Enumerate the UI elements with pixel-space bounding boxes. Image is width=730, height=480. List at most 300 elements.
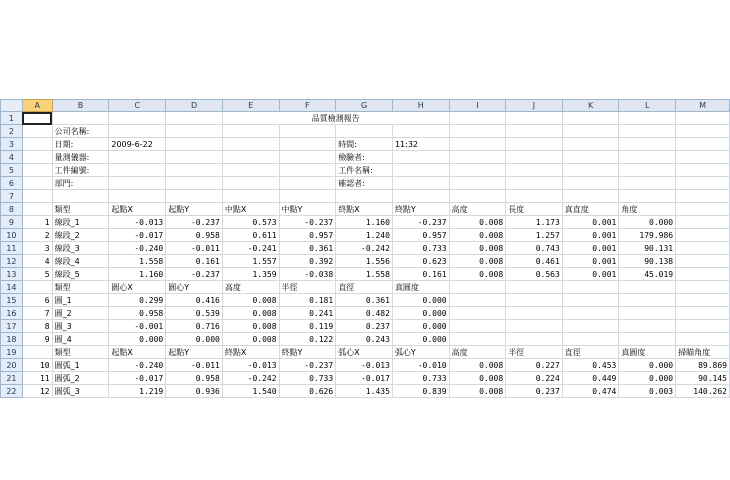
cell[interactable] xyxy=(22,164,52,177)
cell[interactable]: 線段_5 xyxy=(52,268,109,281)
cell[interactable]: 0.119 xyxy=(279,320,336,333)
cell[interactable] xyxy=(52,112,109,125)
cell[interactable]: 0.001 xyxy=(562,216,619,229)
cell[interactable]: 0.122 xyxy=(279,333,336,346)
cell[interactable] xyxy=(562,307,619,320)
cell[interactable]: 0.453 xyxy=(562,359,619,372)
cell[interactable]: 0.839 xyxy=(392,385,449,398)
cell[interactable] xyxy=(506,307,563,320)
report-title[interactable]: 品質檢測報告 xyxy=(222,112,449,125)
cell[interactable]: 0.181 xyxy=(279,294,336,307)
row-header[interactable]: 22 xyxy=(1,385,23,398)
cell[interactable] xyxy=(506,333,563,346)
cell[interactable]: 9 xyxy=(22,333,52,346)
cell[interactable]: 類型 xyxy=(52,203,109,216)
row-header[interactable]: 3 xyxy=(1,138,23,151)
cell[interactable]: 0.237 xyxy=(336,320,393,333)
cell[interactable] xyxy=(506,138,563,151)
cell[interactable]: 0.733 xyxy=(392,242,449,255)
cell[interactable]: 1.240 xyxy=(336,229,393,242)
row-header[interactable]: 10 xyxy=(1,229,23,242)
cell[interactable]: 0.008 xyxy=(222,320,279,333)
cell[interactable] xyxy=(676,203,730,216)
cell[interactable]: 終點X xyxy=(222,346,279,359)
cell[interactable]: 0.001 xyxy=(562,268,619,281)
cell[interactable]: 0.482 xyxy=(336,307,393,320)
cell[interactable] xyxy=(506,151,563,164)
cell[interactable]: 真圓度 xyxy=(392,281,449,294)
cell[interactable]: 0.361 xyxy=(336,294,393,307)
cell[interactable]: 0.008 xyxy=(449,229,506,242)
cell[interactable]: 圓_4 xyxy=(52,333,109,346)
cell[interactable] xyxy=(619,177,676,190)
cell[interactable]: 1.556 xyxy=(336,255,393,268)
cell[interactable]: 終點Y xyxy=(392,203,449,216)
cell[interactable] xyxy=(22,112,52,125)
cell[interactable] xyxy=(109,177,166,190)
cell[interactable]: 圓_3 xyxy=(52,320,109,333)
cell[interactable]: 90.131 xyxy=(619,242,676,255)
cell[interactable]: 0.008 xyxy=(449,385,506,398)
cell[interactable]: 0.563 xyxy=(506,268,563,281)
cell[interactable]: 弧心X xyxy=(336,346,393,359)
cell[interactable] xyxy=(676,151,730,164)
cell[interactable] xyxy=(562,125,619,138)
cell[interactable] xyxy=(279,125,336,138)
cell[interactable]: 0.000 xyxy=(619,216,676,229)
cell[interactable]: 7 xyxy=(22,307,52,320)
cell[interactable]: 線段_4 xyxy=(52,255,109,268)
cell[interactable] xyxy=(449,177,506,190)
cell[interactable]: 半徑 xyxy=(279,281,336,294)
cell[interactable] xyxy=(506,112,563,125)
column-header-l[interactable]: L xyxy=(619,100,676,112)
cell[interactable]: 0.299 xyxy=(109,294,166,307)
cell[interactable] xyxy=(506,177,563,190)
cell[interactable]: 0.573 xyxy=(222,216,279,229)
row-header[interactable]: 4 xyxy=(1,151,23,164)
column-header-m[interactable]: M xyxy=(676,100,730,112)
cell[interactable] xyxy=(562,320,619,333)
cell[interactable]: 0.001 xyxy=(562,242,619,255)
cell[interactable] xyxy=(222,164,279,177)
cell[interactable]: 3 xyxy=(22,242,52,255)
column-header-g[interactable]: G xyxy=(336,100,393,112)
cell[interactable] xyxy=(676,125,730,138)
cell[interactable]: 0.008 xyxy=(222,294,279,307)
cell[interactable] xyxy=(619,151,676,164)
cell[interactable] xyxy=(109,190,166,203)
cell[interactable] xyxy=(222,151,279,164)
cell[interactable] xyxy=(22,138,52,151)
cell[interactable]: 0.008 xyxy=(449,242,506,255)
cell[interactable] xyxy=(619,112,676,125)
cell[interactable]: 0.161 xyxy=(166,255,223,268)
cell[interactable]: 11:32 xyxy=(392,138,449,151)
cell[interactable]: 1 xyxy=(22,216,52,229)
cell[interactable]: 0.008 xyxy=(222,307,279,320)
cell[interactable] xyxy=(336,125,393,138)
cell[interactable]: 終點X xyxy=(336,203,393,216)
cell[interactable]: 0.733 xyxy=(392,372,449,385)
cell[interactable]: 直徑 xyxy=(562,346,619,359)
cell[interactable]: 0.000 xyxy=(392,320,449,333)
cell[interactable] xyxy=(449,333,506,346)
cell[interactable]: 日期: xyxy=(52,138,109,151)
cell[interactable]: 圓弧_2 xyxy=(52,372,109,385)
cell[interactable]: 量測儀器: xyxy=(52,151,109,164)
cell[interactable] xyxy=(676,307,730,320)
cell[interactable] xyxy=(562,112,619,125)
cell[interactable]: 0.008 xyxy=(449,216,506,229)
cell[interactable] xyxy=(619,125,676,138)
cell[interactable] xyxy=(22,203,52,216)
cell[interactable] xyxy=(676,294,730,307)
cell[interactable]: -0.242 xyxy=(222,372,279,385)
cell[interactable]: 真圓度 xyxy=(619,346,676,359)
cell[interactable]: -0.237 xyxy=(279,216,336,229)
row-header[interactable]: 18 xyxy=(1,333,23,346)
cell[interactable]: 0.241 xyxy=(279,307,336,320)
cell[interactable] xyxy=(166,177,223,190)
cell[interactable]: 0.224 xyxy=(506,372,563,385)
cell[interactable]: 0.161 xyxy=(392,268,449,281)
row-header[interactable]: 5 xyxy=(1,164,23,177)
cell[interactable] xyxy=(676,320,730,333)
cell[interactable] xyxy=(506,164,563,177)
cell[interactable] xyxy=(619,333,676,346)
cell[interactable]: 4 xyxy=(22,255,52,268)
cell[interactable]: 0.626 xyxy=(279,385,336,398)
cell[interactable]: 1.359 xyxy=(222,268,279,281)
cell[interactable]: 0.743 xyxy=(506,242,563,255)
cell[interactable]: 線段_1 xyxy=(52,216,109,229)
cell[interactable]: 0.000 xyxy=(166,333,223,346)
cell[interactable] xyxy=(562,294,619,307)
cell[interactable]: 直徑 xyxy=(336,281,393,294)
cell[interactable]: 8 xyxy=(22,320,52,333)
row-header[interactable]: 20 xyxy=(1,359,23,372)
cell[interactable]: 45.019 xyxy=(619,268,676,281)
column-header-b[interactable]: B xyxy=(52,100,109,112)
cell[interactable]: 起點X xyxy=(109,203,166,216)
column-header-f[interactable]: F xyxy=(279,100,336,112)
cell[interactable]: 0.001 xyxy=(562,255,619,268)
cell[interactable] xyxy=(22,125,52,138)
cell[interactable] xyxy=(109,112,166,125)
cell[interactable] xyxy=(109,164,166,177)
cell[interactable] xyxy=(22,151,52,164)
cell[interactable]: 0.003 xyxy=(619,385,676,398)
cell[interactable]: 0.237 xyxy=(506,385,563,398)
cell[interactable]: 179.986 xyxy=(619,229,676,242)
cell[interactable]: 1.558 xyxy=(336,268,393,281)
column-header-j[interactable]: J xyxy=(506,100,563,112)
cell[interactable] xyxy=(676,138,730,151)
cell[interactable]: 1.435 xyxy=(336,385,393,398)
cell[interactable]: 角度 xyxy=(619,203,676,216)
cell[interactable]: 工件名稱: xyxy=(336,164,393,177)
cell[interactable]: 圓心X xyxy=(109,281,166,294)
cell[interactable]: 圓心Y xyxy=(166,281,223,294)
cell[interactable] xyxy=(392,125,449,138)
cell[interactable]: 0.716 xyxy=(166,320,223,333)
cell[interactable]: 0.474 xyxy=(562,385,619,398)
cell[interactable] xyxy=(506,320,563,333)
cell[interactable] xyxy=(449,320,506,333)
cell[interactable]: 半徑 xyxy=(506,346,563,359)
cell[interactable]: 12 xyxy=(22,385,52,398)
cell[interactable]: -0.017 xyxy=(336,372,393,385)
cell[interactable]: 1.160 xyxy=(336,216,393,229)
cell[interactable] xyxy=(619,190,676,203)
cell[interactable] xyxy=(619,138,676,151)
cell[interactable] xyxy=(222,138,279,151)
cell[interactable]: 0.000 xyxy=(619,359,676,372)
cell[interactable] xyxy=(562,177,619,190)
cell[interactable]: 2 xyxy=(22,229,52,242)
cell[interactable]: 0.461 xyxy=(506,255,563,268)
cell[interactable] xyxy=(166,125,223,138)
select-all-corner[interactable] xyxy=(1,100,23,112)
cell[interactable]: 0.008 xyxy=(449,268,506,281)
cell[interactable] xyxy=(562,164,619,177)
cell[interactable] xyxy=(676,164,730,177)
column-header-a[interactable]: A xyxy=(22,100,52,112)
cell[interactable] xyxy=(109,151,166,164)
cell[interactable] xyxy=(392,164,449,177)
row-header[interactable]: 6 xyxy=(1,177,23,190)
cell[interactable]: 0.000 xyxy=(392,333,449,346)
cell[interactable]: 0.936 xyxy=(166,385,223,398)
cell[interactable]: 掃瞄角度 xyxy=(676,346,730,359)
row-header[interactable]: 2 xyxy=(1,125,23,138)
cell[interactable] xyxy=(619,294,676,307)
cell[interactable]: 確認者: xyxy=(336,177,393,190)
cell[interactable]: 0.733 xyxy=(279,372,336,385)
cell[interactable]: 0.361 xyxy=(279,242,336,255)
cell[interactable]: 0.008 xyxy=(449,372,506,385)
cell[interactable]: -0.013 xyxy=(336,359,393,372)
cell[interactable] xyxy=(279,177,336,190)
cell[interactable] xyxy=(562,281,619,294)
cell[interactable]: 長度 xyxy=(506,203,563,216)
cell[interactable] xyxy=(449,151,506,164)
row-header[interactable]: 14 xyxy=(1,281,23,294)
cell[interactable]: 時間: xyxy=(336,138,393,151)
cell[interactable]: 0.958 xyxy=(166,372,223,385)
cell[interactable]: 類型 xyxy=(52,281,109,294)
cell[interactable]: -0.017 xyxy=(109,229,166,242)
cell[interactable] xyxy=(676,112,730,125)
cell[interactable] xyxy=(562,190,619,203)
cell[interactable] xyxy=(676,281,730,294)
cell[interactable]: 90.145 xyxy=(676,372,730,385)
cell[interactable] xyxy=(22,346,52,359)
cell[interactable]: -0.011 xyxy=(166,242,223,255)
cell[interactable] xyxy=(619,320,676,333)
cell[interactable]: 線段_2 xyxy=(52,229,109,242)
cell[interactable]: 0.008 xyxy=(449,255,506,268)
cell[interactable] xyxy=(676,229,730,242)
cell[interactable]: -0.240 xyxy=(109,242,166,255)
cell[interactable] xyxy=(676,333,730,346)
cell[interactable]: 0.416 xyxy=(166,294,223,307)
cell[interactable] xyxy=(279,190,336,203)
cell[interactable] xyxy=(449,281,506,294)
cell[interactable]: -0.237 xyxy=(392,216,449,229)
cell[interactable] xyxy=(449,112,506,125)
cell[interactable]: 0.008 xyxy=(222,333,279,346)
row-header[interactable]: 11 xyxy=(1,242,23,255)
row-header[interactable]: 17 xyxy=(1,320,23,333)
cell[interactable]: 2009-6-22 xyxy=(109,138,166,151)
cell[interactable] xyxy=(392,151,449,164)
cell[interactable]: 1.257 xyxy=(506,229,563,242)
cell[interactable] xyxy=(279,138,336,151)
cell[interactable]: -0.237 xyxy=(279,359,336,372)
cell[interactable] xyxy=(166,138,223,151)
column-header-h[interactable]: H xyxy=(392,100,449,112)
cell[interactable]: 圓弧_3 xyxy=(52,385,109,398)
cell[interactable]: 5 xyxy=(22,268,52,281)
row-header[interactable]: 1 xyxy=(1,112,23,125)
cell[interactable] xyxy=(676,216,730,229)
cell[interactable] xyxy=(676,177,730,190)
cell[interactable] xyxy=(52,190,109,203)
cell[interactable] xyxy=(222,125,279,138)
cell[interactable]: 起點X xyxy=(109,346,166,359)
cell[interactable]: 1.219 xyxy=(109,385,166,398)
cell[interactable]: 0.000 xyxy=(392,307,449,320)
cell[interactable] xyxy=(562,151,619,164)
row-header[interactable]: 9 xyxy=(1,216,23,229)
cell[interactable]: 高度 xyxy=(449,346,506,359)
cell[interactable]: 圓_1 xyxy=(52,294,109,307)
cell[interactable]: 高度 xyxy=(222,281,279,294)
cell[interactable]: 10 xyxy=(22,359,52,372)
cell[interactable] xyxy=(166,151,223,164)
cell[interactable] xyxy=(279,151,336,164)
row-header[interactable]: 16 xyxy=(1,307,23,320)
cell[interactable] xyxy=(676,268,730,281)
cell[interactable] xyxy=(449,138,506,151)
cell[interactable] xyxy=(449,294,506,307)
cell[interactable]: 6 xyxy=(22,294,52,307)
cell[interactable]: 中點Y xyxy=(279,203,336,216)
cell[interactable]: 0.449 xyxy=(562,372,619,385)
cell[interactable] xyxy=(392,177,449,190)
cell[interactable]: 0.958 xyxy=(166,229,223,242)
cell[interactable]: -0.038 xyxy=(279,268,336,281)
cell[interactable]: 0.001 xyxy=(562,229,619,242)
cell[interactable] xyxy=(449,307,506,320)
cell[interactable] xyxy=(22,190,52,203)
cell[interactable] xyxy=(506,125,563,138)
cell[interactable] xyxy=(166,190,223,203)
row-header[interactable]: 7 xyxy=(1,190,23,203)
row-header[interactable]: 15 xyxy=(1,294,23,307)
cell[interactable]: 類型 xyxy=(52,346,109,359)
cell[interactable] xyxy=(22,177,52,190)
cell[interactable]: 線段_3 xyxy=(52,242,109,255)
cell[interactable]: 0.392 xyxy=(279,255,336,268)
cell[interactable] xyxy=(222,177,279,190)
cell[interactable]: 0.623 xyxy=(392,255,449,268)
cell[interactable] xyxy=(619,281,676,294)
row-header[interactable]: 21 xyxy=(1,372,23,385)
cell[interactable] xyxy=(562,138,619,151)
cell[interactable] xyxy=(619,307,676,320)
column-header-e[interactable]: E xyxy=(222,100,279,112)
cell[interactable]: 140.262 xyxy=(676,385,730,398)
cell[interactable]: 0.243 xyxy=(336,333,393,346)
cell[interactable] xyxy=(676,242,730,255)
cell[interactable]: 90.138 xyxy=(619,255,676,268)
cell[interactable]: 終點Y xyxy=(279,346,336,359)
cell[interactable]: -0.237 xyxy=(166,216,223,229)
cell[interactable] xyxy=(166,112,223,125)
cell[interactable]: -0.013 xyxy=(109,216,166,229)
cell[interactable]: -0.001 xyxy=(109,320,166,333)
column-header-k[interactable]: K xyxy=(562,100,619,112)
cell[interactable]: 0.957 xyxy=(279,229,336,242)
row-header[interactable]: 8 xyxy=(1,203,23,216)
cell[interactable]: 0.008 xyxy=(449,359,506,372)
cell[interactable]: 11 xyxy=(22,372,52,385)
cell[interactable] xyxy=(449,164,506,177)
cell[interactable]: 0.000 xyxy=(109,333,166,346)
cell[interactable]: 0.000 xyxy=(392,294,449,307)
cell[interactable]: 0.957 xyxy=(392,229,449,242)
cell[interactable]: -0.010 xyxy=(392,359,449,372)
cell[interactable] xyxy=(392,190,449,203)
row-header[interactable]: 12 xyxy=(1,255,23,268)
cell[interactable] xyxy=(166,164,223,177)
cell[interactable] xyxy=(222,190,279,203)
cell[interactable] xyxy=(109,125,166,138)
cell[interactable]: 1.160 xyxy=(109,268,166,281)
cell[interactable]: 部門: xyxy=(52,177,109,190)
cell[interactable]: 1.558 xyxy=(109,255,166,268)
cell[interactable]: 弧心Y xyxy=(392,346,449,359)
cell[interactable] xyxy=(506,190,563,203)
cell[interactable] xyxy=(279,164,336,177)
cell[interactable] xyxy=(676,190,730,203)
cell[interactable] xyxy=(449,125,506,138)
cell[interactable]: 起點Y xyxy=(166,346,223,359)
cell[interactable]: -0.240 xyxy=(109,359,166,372)
cell[interactable]: 0.958 xyxy=(109,307,166,320)
cell[interactable]: 高度 xyxy=(449,203,506,216)
cell[interactable]: -0.011 xyxy=(166,359,223,372)
cell[interactable]: -0.242 xyxy=(336,242,393,255)
cell[interactable]: 0.611 xyxy=(222,229,279,242)
cell[interactable]: 1.540 xyxy=(222,385,279,398)
cell[interactable] xyxy=(449,190,506,203)
column-header-d[interactable]: D xyxy=(166,100,223,112)
row-header[interactable]: 13 xyxy=(1,268,23,281)
column-header-i[interactable]: I xyxy=(449,100,506,112)
cell[interactable]: 0.000 xyxy=(619,372,676,385)
cell[interactable]: 圓_2 xyxy=(52,307,109,320)
cell[interactable]: 檢驗者: xyxy=(336,151,393,164)
cell[interactable] xyxy=(336,190,393,203)
cell[interactable]: 0.227 xyxy=(506,359,563,372)
cell[interactable]: 真直度 xyxy=(562,203,619,216)
cell[interactable]: -0.013 xyxy=(222,359,279,372)
cell[interactable] xyxy=(22,281,52,294)
